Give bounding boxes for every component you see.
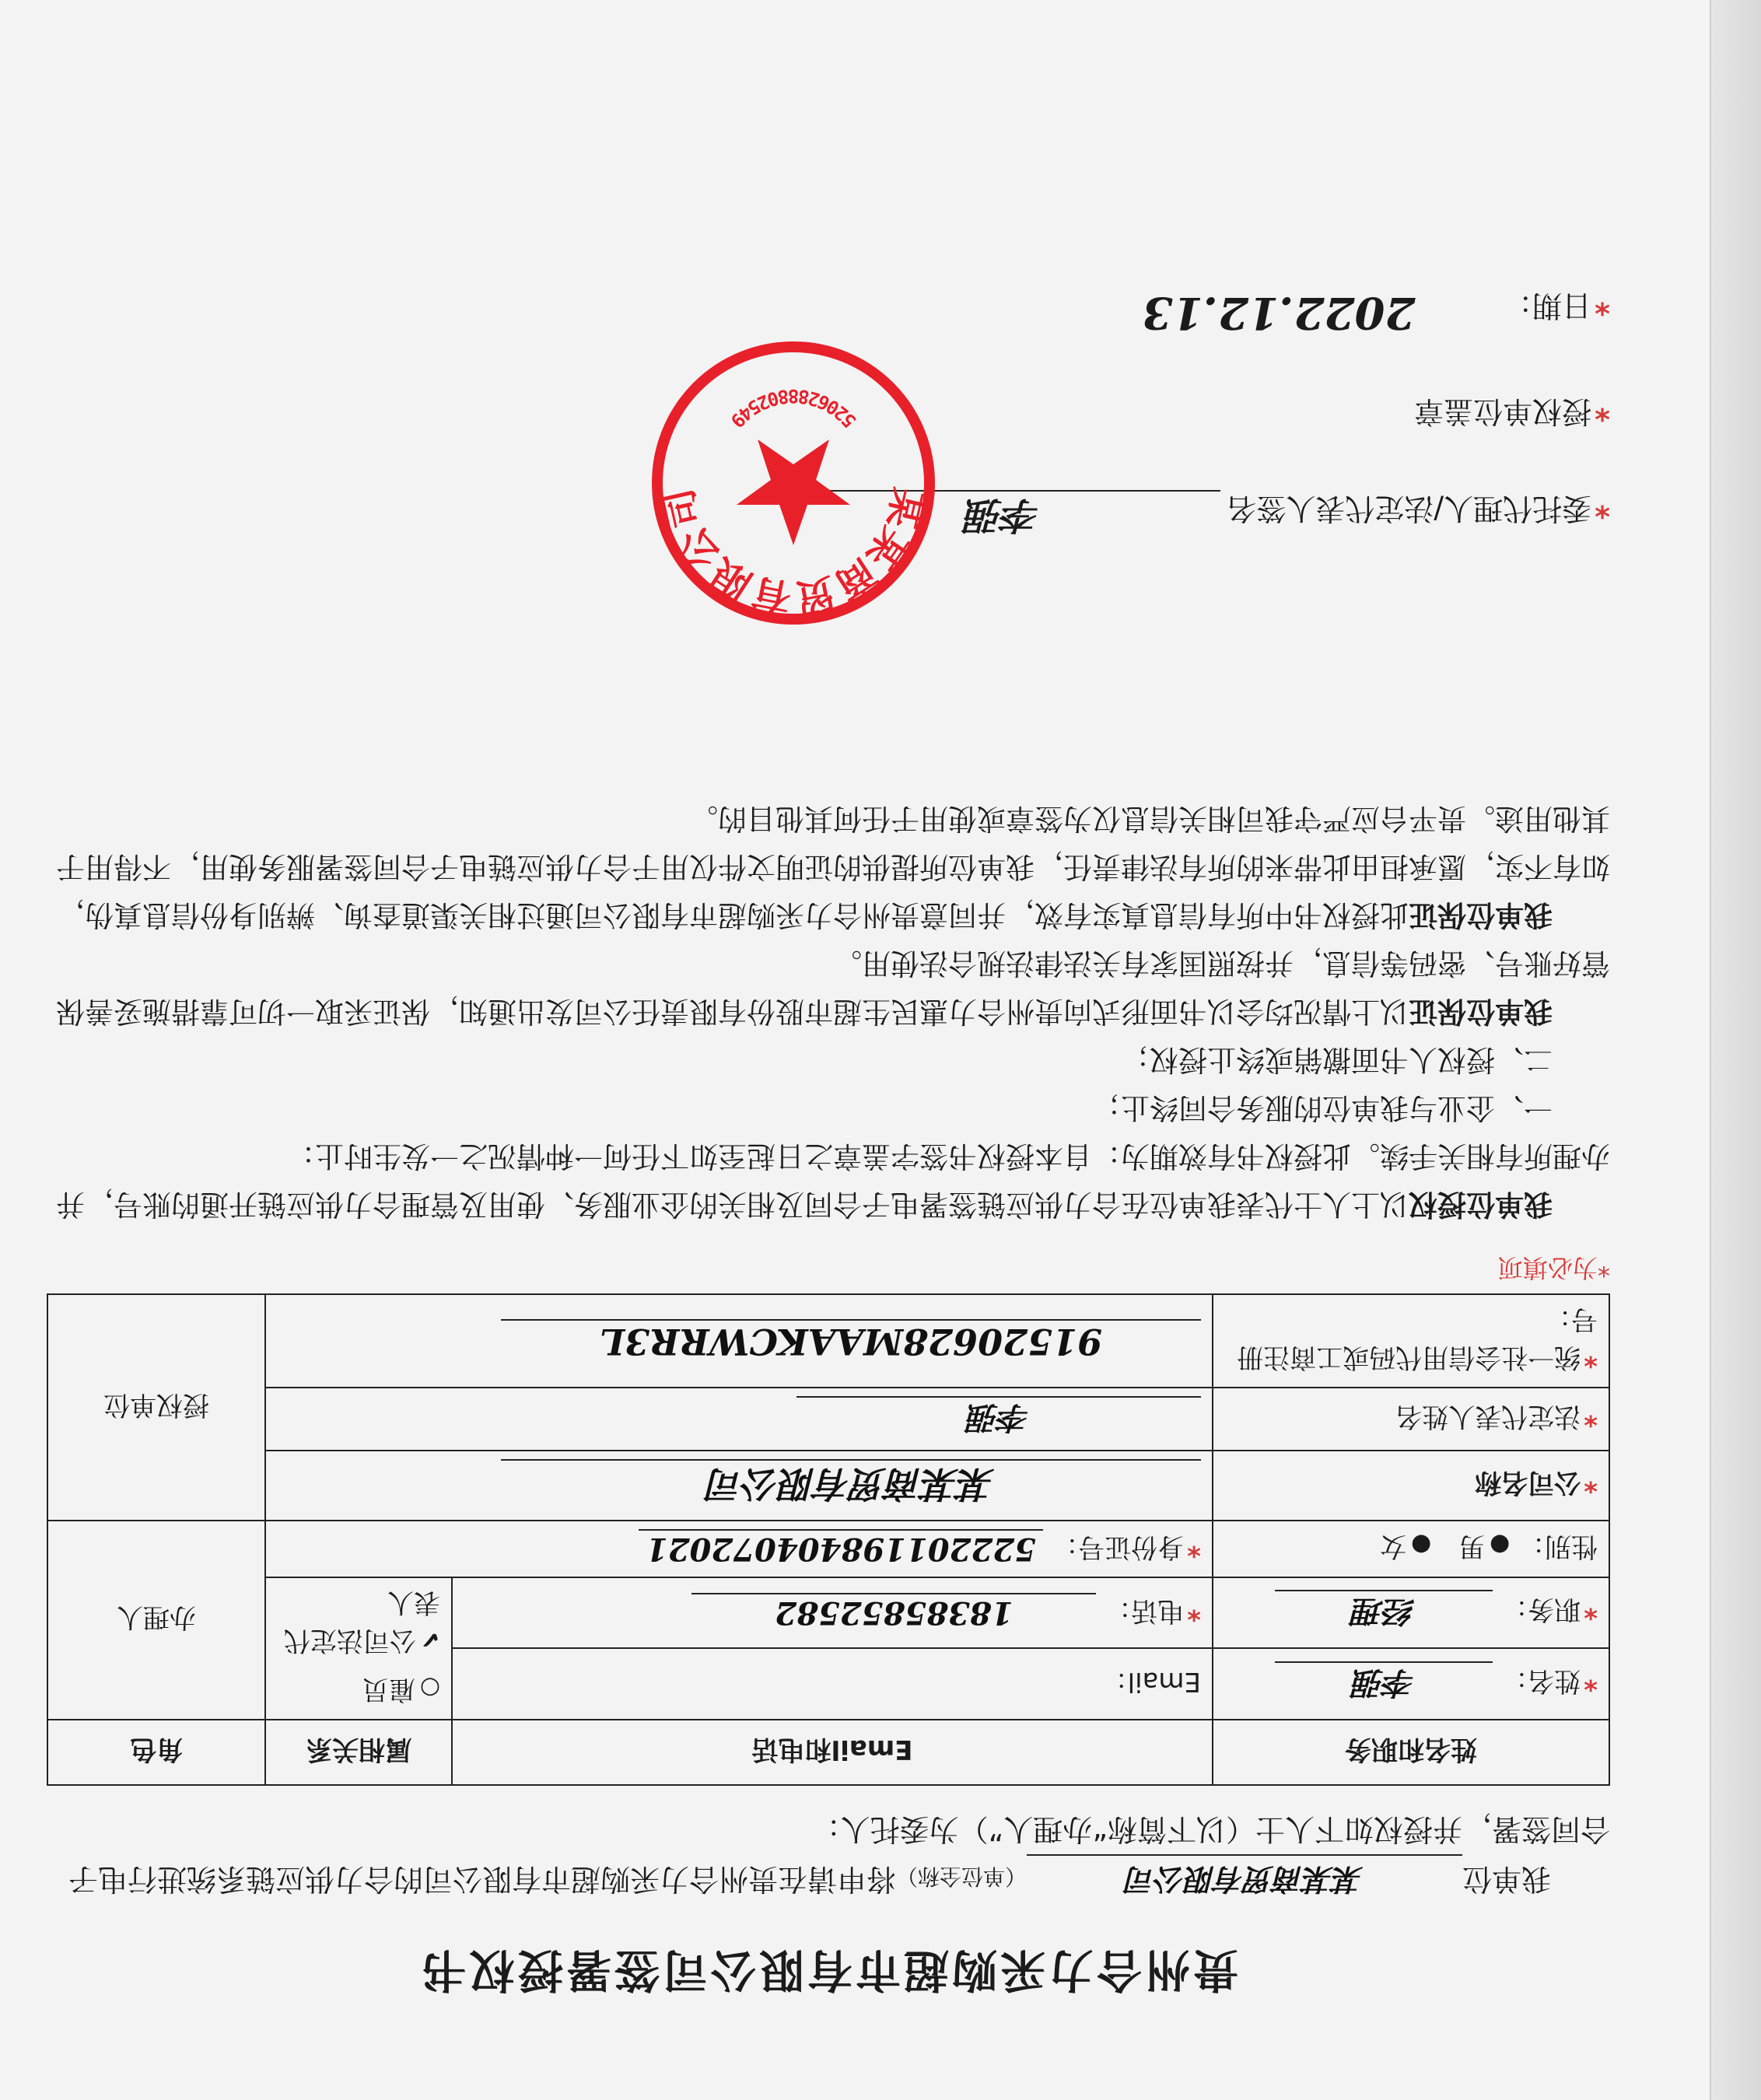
table-row (47, 1388, 1609, 1451)
paragraph-text: 此授权书中所有信息真实有效，并同意贵州合力采购超市有限公司通过相关渠道查询、辨别身份信息真伪，如有不实，愿承担由此带来的所有法律责任，我单位所提供的证明文件仅用于合力供应链电子合同签署服务使用，不得用于其他用途。贵平台应严守我司相关信息仅为签章或使用于任何其他目的。 (56, 802, 1610, 932)
date-value: 2022.12.13 (1142, 287, 1416, 338)
credit-value-cell (265, 1294, 1213, 1388)
agent-signature-label: 委托代理人/法定代表人签名 (1227, 492, 1592, 526)
required-mark: * (1187, 1595, 1201, 1627)
table-header-row (47, 1720, 1609, 1785)
gender-male: 男 (1458, 1531, 1485, 1562)
required-mark: * (1584, 1664, 1598, 1696)
paragraph-lead: 我单位保证 (1409, 995, 1553, 1028)
document-page (47, 233, 1610, 2007)
relation-cell (265, 1577, 452, 1720)
position-cell (1213, 1577, 1609, 1649)
seal-label: 授权单位盖章 (1414, 394, 1592, 429)
header-role: 角色 (47, 1720, 265, 1785)
grantor-role: 授权单位 (103, 1389, 209, 1420)
radio-employee: ○ (419, 1675, 440, 1702)
document-title: 贵州合力采购超市有限公司签署授权书 (418, 1944, 1239, 1997)
company-value-cell (265, 1451, 1213, 1521)
paragraph-lead: 我单位保证 (1409, 898, 1553, 932)
paragraph-text: 以上情况均会以书面形式向贵州合力惠民生超市股份有限责任公司发出通知，保证采取一切可靠措施妥善保管好账号、密码等信息，并按照国家有关法律法规合法使用。 (56, 947, 1610, 1028)
role-employee-label: 雇员 (362, 1674, 415, 1705)
agent-role-cell (47, 1521, 265, 1720)
legal-rep-label: 法定代表人姓名 (1395, 1401, 1581, 1432)
gender-female: 女 (1380, 1531, 1406, 1562)
table-row (47, 1649, 1609, 1720)
paragraph-lead: 我单位授权 (1409, 1188, 1553, 1221)
required-mark: * (1187, 1531, 1201, 1563)
role-employee (277, 1673, 440, 1711)
company-label-cell (1213, 1451, 1609, 1521)
agent-role: 办理人 (117, 1601, 196, 1633)
paragraph-text: 以上人士代表我单位在合力供应链签署电子合同及相关的企业服务、使用及管理合力供应链开通的账号，并办理所有相关手续。此授权书有效期为：自本授权书签字盖章之日起至如下任何一种情况之一发生时止： (56, 1139, 1610, 1221)
company-value: 某某商贸有限公司 (501, 1459, 1201, 1512)
name-cell (1213, 1649, 1609, 1720)
seal-star-icon (737, 439, 850, 545)
position-value: 经理 (1275, 1590, 1493, 1636)
date-label: 日期： (1503, 289, 1592, 323)
gender-label: 性别： (1518, 1531, 1598, 1562)
paragraph-guarantee-notice (47, 939, 1610, 1035)
gender-cell (1213, 1521, 1609, 1577)
intro-company-note: （单位全称） (895, 1864, 1027, 1889)
required-mark: * (1595, 490, 1610, 524)
seal-code-text (726, 385, 860, 432)
credit-label: 统一社会信用代码或工商注册号： (1237, 1304, 1598, 1373)
authorization-table (47, 1293, 1610, 1786)
table-row (47, 1451, 1609, 1521)
name-value: 李强 (1275, 1661, 1493, 1707)
company-label: 公司名称 (1475, 1467, 1581, 1499)
legal-rep-value-cell (265, 1388, 1213, 1451)
role-legal (277, 1586, 440, 1662)
id-value: 522201198404072021 (639, 1529, 1043, 1567)
credit-value: 91520628MAAKCWRR3L (501, 1319, 1201, 1363)
position-label: 职务： (1501, 1594, 1581, 1626)
radio-male: ● (1490, 1531, 1511, 1559)
scanner-edge (1710, 0, 1761, 2100)
email-cell (452, 1649, 1213, 1720)
required-mark: * (1595, 287, 1610, 321)
seal-code-path: 5206288802549 (726, 385, 861, 432)
email-label: Email： (1101, 1665, 1201, 1697)
required-mark: * (1584, 1342, 1598, 1373)
id-cell (265, 1521, 1213, 1577)
intro-paragraph (47, 1806, 1610, 1902)
required-mark: * (1595, 393, 1610, 427)
intro-prefix: 我单位 (1462, 1862, 1551, 1896)
header-relation: 属相关系 (265, 1720, 452, 1785)
intro-company-handwritten: 某某商贸有限公司 (1027, 1854, 1462, 1902)
signature-block (47, 287, 1610, 622)
name-label: 姓名： (1501, 1664, 1581, 1696)
header-name-position: 姓名和职务 (1213, 1720, 1609, 1785)
header-email-phone: Email和电话 (452, 1720, 1213, 1785)
credit-label-cell (1213, 1294, 1609, 1388)
required-note: *为必填项 (1497, 1253, 1610, 1283)
phone-value: 18385852582 (691, 1593, 1096, 1631)
table-row (47, 1294, 1609, 1388)
paragraph-guarantee-truth (47, 794, 1610, 939)
phone-label: 电话： (1105, 1595, 1185, 1627)
list-item: 二、授权人书面撤销或终止授权； (1121, 1043, 1553, 1076)
list-item: 一、企业与我单位的服务合同终止； (1092, 1091, 1553, 1125)
radio-female: ● (1411, 1531, 1432, 1559)
phone-cell (452, 1577, 1213, 1649)
intro-text: 将申请在贵州合力采购超市有限公司的合力供应链系统进行电子合同签署，并授权如下人士（以下简称“办理人”）为委托人： (68, 1812, 1610, 1896)
required-mark: * (1584, 1594, 1598, 1626)
legal-rep-value: 李强 (796, 1396, 1201, 1442)
paragraph-authorization (47, 1132, 1610, 1228)
grantor-role-cell (47, 1294, 265, 1521)
role-legal-label: 公司法定代表人 (283, 1587, 440, 1656)
required-mark: * (1584, 1467, 1598, 1499)
legal-rep-label-cell (1213, 1388, 1609, 1451)
company-seal-stamp (638, 327, 949, 639)
agent-signature-value: 李强 (785, 490, 1220, 545)
id-label: 身份证号： (1052, 1531, 1185, 1563)
required-mark: * (1584, 1401, 1598, 1432)
table-row (47, 1521, 1609, 1577)
radio-legal-checked: ✔ (420, 1626, 440, 1653)
seal-company-path: 某某商贸有限公司 (654, 484, 933, 622)
